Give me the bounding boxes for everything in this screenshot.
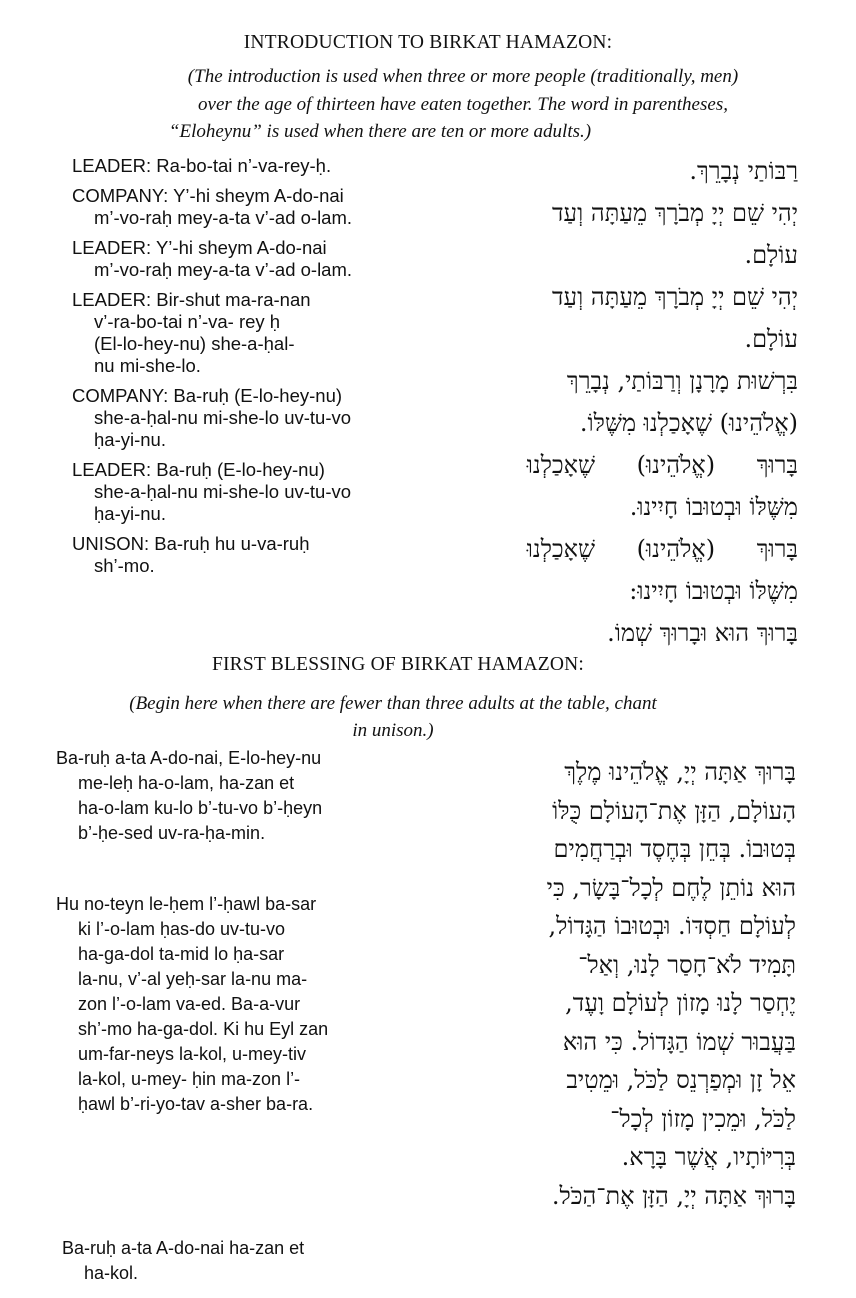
intro-hebrew [398,150,798,654]
translit-line: zon l’-o-lam va-ed. Ba-a-vur [78,994,301,1014]
translit-line: ki l’-o-lam ḥas-do uv-tu-vo [78,919,286,939]
leader-line-cont: nu mi-she-lo. [94,355,201,376]
hebrew-line: בְּטוּבוֹ. בְּחֵן בְּחֶסֶד וּבְרַחֲמִים [553,835,796,863]
translit-line: ha-kol. [84,1263,139,1283]
intro-note-line: “Eloheynu” is used when there are ten or more adults.) [168,121,592,142]
hebrew-line: אֵל זָן וּמְפַרְנֵס לַכֹּל, וּמֵטִיב [566,1066,796,1094]
leader-line-cont: v’-ra-bo-tai n’-va- rey ḥ [94,311,281,332]
hebrew-line: יְהִי שֵׁם יְיָ מְבֹרָךְ מֵעַתָּה וְעַד [552,199,798,227]
first-blessing-title: FIRST BLESSING OF BIRKAT HAMAZON: [211,654,585,675]
translit-line: ha-ga-dol ta-mid lo ḥa-sar [78,944,285,964]
hebrew-line: יְהִי שֵׁם יְיָ מְבֹרָךְ מֵעַתָּה וְעַד [552,283,798,311]
translit-line: um-far-neys la-kol, u-mey-tiv [78,1044,307,1064]
leader-line-cont: m’-vo-raḥ mey-a-ta v’-ad o-lam. [94,259,353,280]
hebrew-line: לַכֹּל, וּמֵכִין מָזוֹן לְכָל־ [610,1104,796,1133]
leader-line-cont: (El-lo-hey-nu) she-a-ḥal- [94,333,295,354]
intro-note-line: (The introduction is used when three or more people (traditionally, men) [187,66,739,87]
translit-line: b’-ḥe-sed uv-ra-ḥa-min. [78,823,266,843]
company-line: COMPANY: Ba-ruḥ (E-lo-hey-nu) [72,385,343,406]
hebrew-line: בִּרְשׁוּת מָרָנָן וְרַבּוֹתַי, נְבָרֵךְ [566,367,798,395]
hebrew-line: מִשֶּׁלּוֹ וּבְטוּבוֹ חָיִינוּ: [629,577,798,605]
translit-line: ha-o-lam ku-lo b’-tu-vo b’-ḥeyn [78,798,323,818]
translit-line: Hu no-teyn le-ḥem l’-ḥawl ba-sar [56,894,317,914]
translit-line: Ba-ruḥ a-ta A-do-nai, E-lo-hey-nu [56,748,322,768]
hebrew-line: תָּמִיד לֹא־חָסַר לָנוּ, וְאַל־ [578,950,796,979]
unison-line-cont: sh’-mo. [94,555,155,576]
leader-line-cont: she-a-ḥal-nu mi-she-lo uv-tu-vo [94,481,352,502]
translit-line: me-leḥ ha-o-lam, ha-zan et [78,773,295,793]
leader-line: LEADER: Ba-ruḥ (E-lo-hey-nu) [72,459,325,480]
hebrew-line: בָּרוּךְ אַתָּה יְיָ, הַזָּן אֶת־הַכֹּל. [551,1181,796,1210]
hebrew-line: עוֹלָם. [744,241,798,269]
hebrew-line: (אֱלֹהֵינוּ) שֶׁאָכַלְנוּ מִשֶּׁלּוֹ. [579,409,798,437]
first-note-line: in unison.) [352,720,434,741]
hebrew-line: הוּא נוֹתֵן לֶחֶם לְכָל־בָּשָׂר, כִּי [546,873,796,902]
hebrew-line: יֶחְסַר לָנוּ מָזוֹן לְעוֹלָם וָעֶד, [565,989,796,1017]
hebrew-line: מִשֶּׁלּוֹ וּבְטוּבוֹ חָיִינוּ. [629,493,798,521]
intro-title: INTRODUCTION TO BIRKAT HAMAZON: [243,32,613,53]
hebrew-line: רַבּוֹתַי נְבָרֵךְ. [689,157,798,185]
translit-line: Ba-ruḥ a-ta A-do-nai ha-zan et [62,1238,305,1258]
translit-line: ḥawl b’-ri-yo-tav a-sher ba-ra. [78,1094,314,1114]
hebrew-line: עוֹלָם. [744,325,798,353]
company-line-cont: ḥa-yi-nu. [94,429,166,450]
intro-transliteration [72,155,352,577]
unison-line: UNISON: Ba-ruḥ hu u-va-ruḥ [72,533,310,554]
intro-note-line: over the age of thirteen have eaten together. The word in parentheses, [198,94,728,115]
leader-line: LEADER: Bir-shut ma-ra-nan [72,289,311,310]
translit-line: la-kol, u-mey- ḥin ma-zon l’- [78,1069,301,1089]
leader-line: LEADER: Ra-bo-tai n’-va-rey-ḥ. [72,155,332,176]
first-transliteration-a [56,746,322,846]
hebrew-line: בָּרוּךְ (אֱלֹהֵינוּ) שֶׁאָכַלְנוּ [526,535,798,563]
company-line-cont: m’-vo-raḥ mey-a-ta v’-ad o-lam. [94,207,353,228]
hebrew-line: בַּעֲבוּר שְׁמוֹ הַגָּדוֹל. כִּי הוּא [562,1027,796,1056]
hebrew-line: בָּרוּךְ אַתָּה יְיָ, אֱלֹהֵינוּ מֶלֶךְ [564,758,796,786]
hebrew-line: בָּרוּךְ הוּא וּבָרוּךְ שְׁמוֹ. [607,619,798,647]
leader-line: LEADER: Y’-hi sheym A-do-nai [72,237,327,258]
company-line: COMPANY: Y’-hi sheym A-do-nai [72,185,344,206]
hebrew-line: לְעוֹלָם חַסְדּוֹ. וּבְטוּבוֹ הַגָּדוֹל, [548,912,796,940]
first-hebrew [366,753,796,1215]
hebrew-line: הָעוֹלָם, הַזָּן אֶת־הָעוֹלָם כֻּלּוֹ [552,796,796,825]
company-line-cont: she-a-ḥal-nu mi-she-lo uv-tu-vo [94,407,352,428]
hebrew-line: בְּרִיּוֹתָיו, אֲשֶׁר בָּרָא. [621,1143,796,1171]
first-note-line: (Begin here when there are fewer than three adults at the table, chant [129,693,657,714]
translit-line: la-nu, v’-al yeḥ-sar la-nu ma- [78,969,308,989]
leader-line-cont: ḥa-yi-nu. [94,503,166,524]
translit-line: sh’-mo ha-ga-dol. Ki hu Eyl zan [78,1019,329,1039]
hebrew-line: בָּרוּךְ (אֱלֹהֵינוּ) שֶׁאָכַלְנוּ [526,451,798,479]
first-transliteration-b [56,892,328,1117]
first-transliteration-c [62,1236,304,1286]
